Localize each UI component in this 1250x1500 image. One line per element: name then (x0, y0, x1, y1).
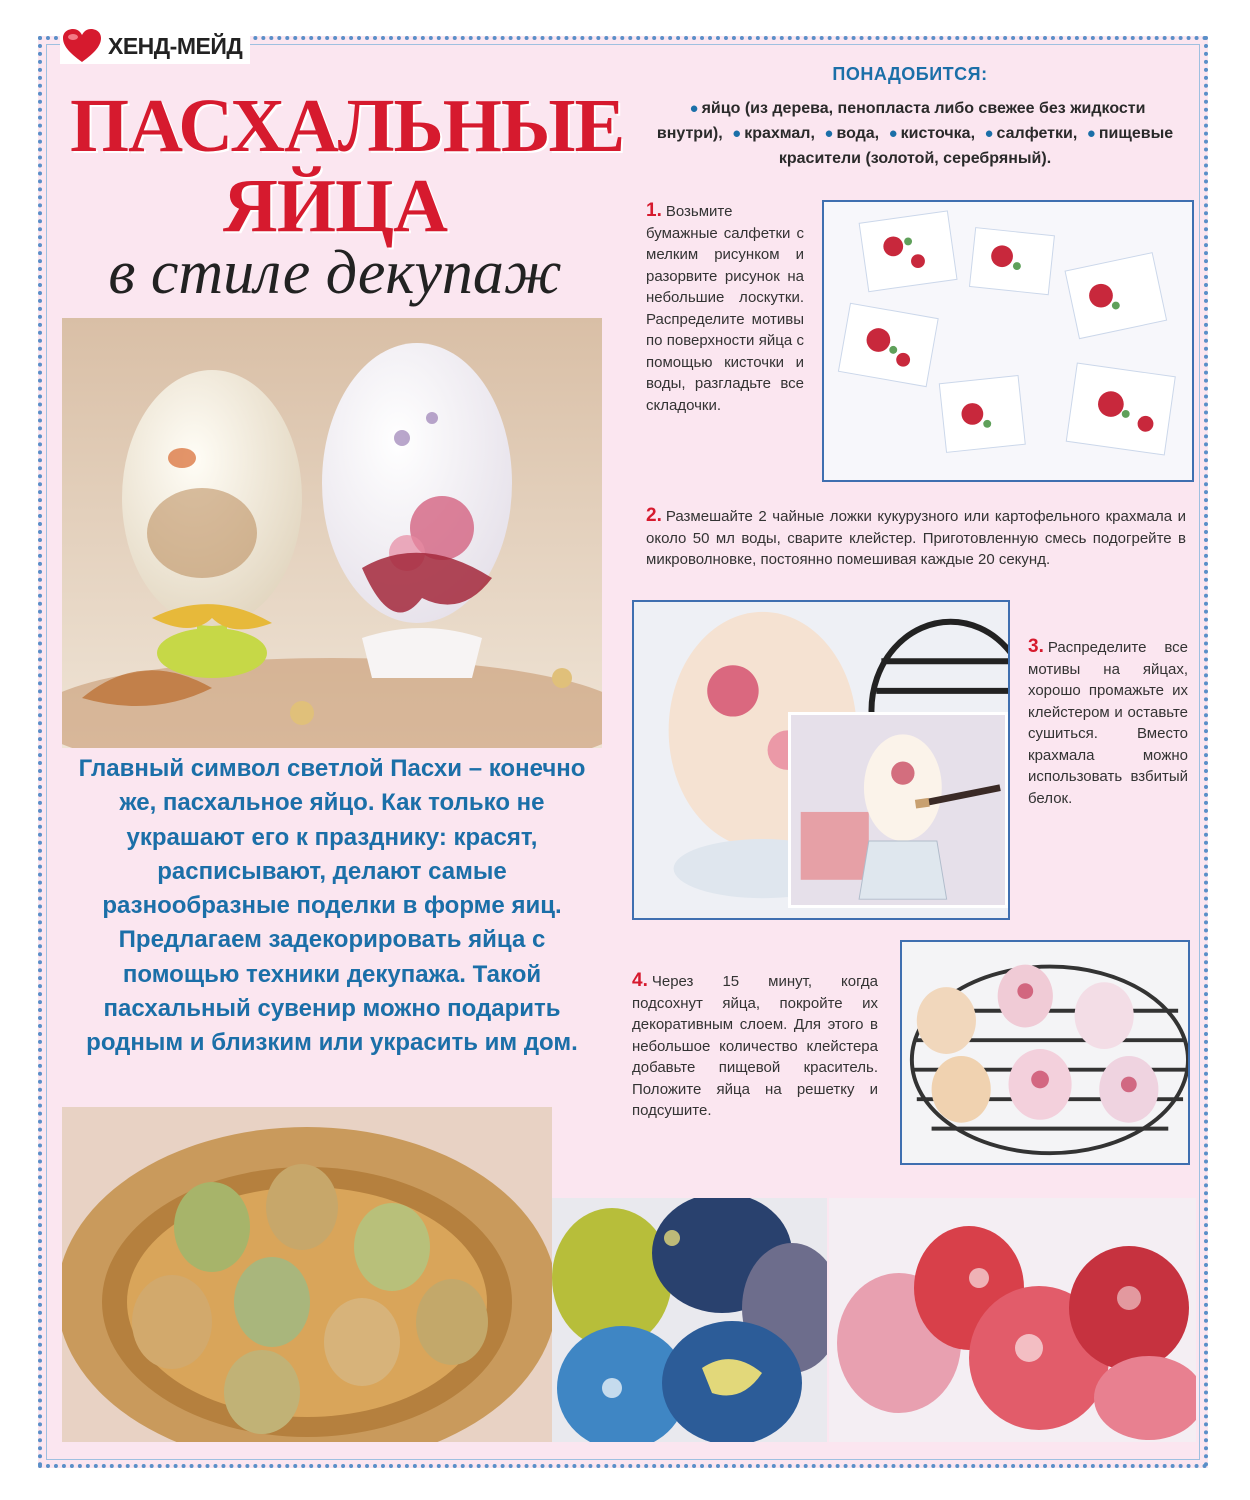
drying-rack-photo (900, 940, 1190, 1165)
step-1-number: 1. (646, 200, 662, 221)
step-4-number: 4. (632, 970, 648, 991)
section-tag (60, 28, 250, 64)
heart-icon (62, 28, 102, 64)
intro-text: Главный символ светлой Пасхи – конечно же, пасхальное яйцо. Как только не украшают его к празднику: красят, расписывают, делают самые разнообразные поделки в форме яиц. Предлагаем задекорировать яйца с помощью техники декупажа. Такой пасхальный сувенир можно подарить родным и близким или украсить им дом. (78, 755, 586, 1057)
needs-list (650, 96, 1180, 171)
needs-title: ПОНАДОБИТСЯ: (832, 64, 988, 84)
bullet-icon: ● (888, 125, 898, 142)
step-1 (646, 200, 804, 416)
red-floral-eggs-photo (829, 1198, 1196, 1442)
step-1-text: Возьмите бумажные салфетки с мелким рисунком и разорвите рисунок на небольшие лоскутки. Распределите мотивы по поверхности яйца с помощью кисточки и воды, разгладьте все складочки. (646, 203, 804, 414)
needs-item: ● кисточка, (888, 125, 976, 142)
napkin-pieces-photo (822, 200, 1194, 482)
needs-item: ● крахмал, (732, 125, 815, 142)
step-3-text: Распределите все мотивы на яйцах, хорошо промажьте их клейстером и оставьте сушиться. Вместо крахмала можно использовать взбитый белок. (1028, 639, 1188, 807)
bullet-icon: ● (732, 125, 742, 142)
needs-item: ● салфетки, (984, 125, 1078, 142)
page-subtitle: в стиле декупаж (108, 239, 562, 307)
needs-item: ● яйцо (из дерева, пенопласта либо свежее без жидкости внутри), (656, 100, 1146, 142)
title-line-1: ПАСХАЛЬНЫЕ (70, 84, 625, 168)
bullet-icon: ● (984, 125, 994, 142)
step-4-text: Через 15 минут, когда подсохнут яйца, покройте их декоративным слоем. Для этого в небольшое количество клейстера добавьте пищевой краситель. Положите яйца на решетку и подсушите. (632, 973, 878, 1119)
bullet-icon: ● (824, 125, 834, 142)
basket-eggs-photo (62, 1107, 552, 1442)
page-title (70, 84, 625, 248)
bullet-icon: ● (689, 100, 699, 117)
step-2-number: 2. (646, 505, 662, 526)
brush-glue-photo (788, 712, 1008, 908)
bullet-icon: ● (1086, 125, 1096, 142)
colorful-eggs-photo (552, 1198, 827, 1442)
needs-item: ● вода, (824, 125, 880, 142)
needs-item: ● пищевые красители (золотой, серебряный). (778, 125, 1174, 167)
title-line-2: ЯЙЦА (223, 164, 447, 248)
step-2-text: Размешайте 2 чайные ложки кукурузного или картофельного крахмала и около 50 мл воды, сварите клейстер. Приготовленную смесь подогрейте в микроволновке, постоянно помешивая каждые 20 секунд. (646, 508, 1186, 568)
step-4 (632, 970, 878, 1122)
step-3 (1028, 636, 1188, 809)
section-label: ХЕНД-МЕЙД (108, 32, 243, 59)
step-2 (646, 505, 1186, 571)
main-eggs-photo (62, 318, 602, 748)
step-3-number: 3. (1028, 636, 1044, 657)
